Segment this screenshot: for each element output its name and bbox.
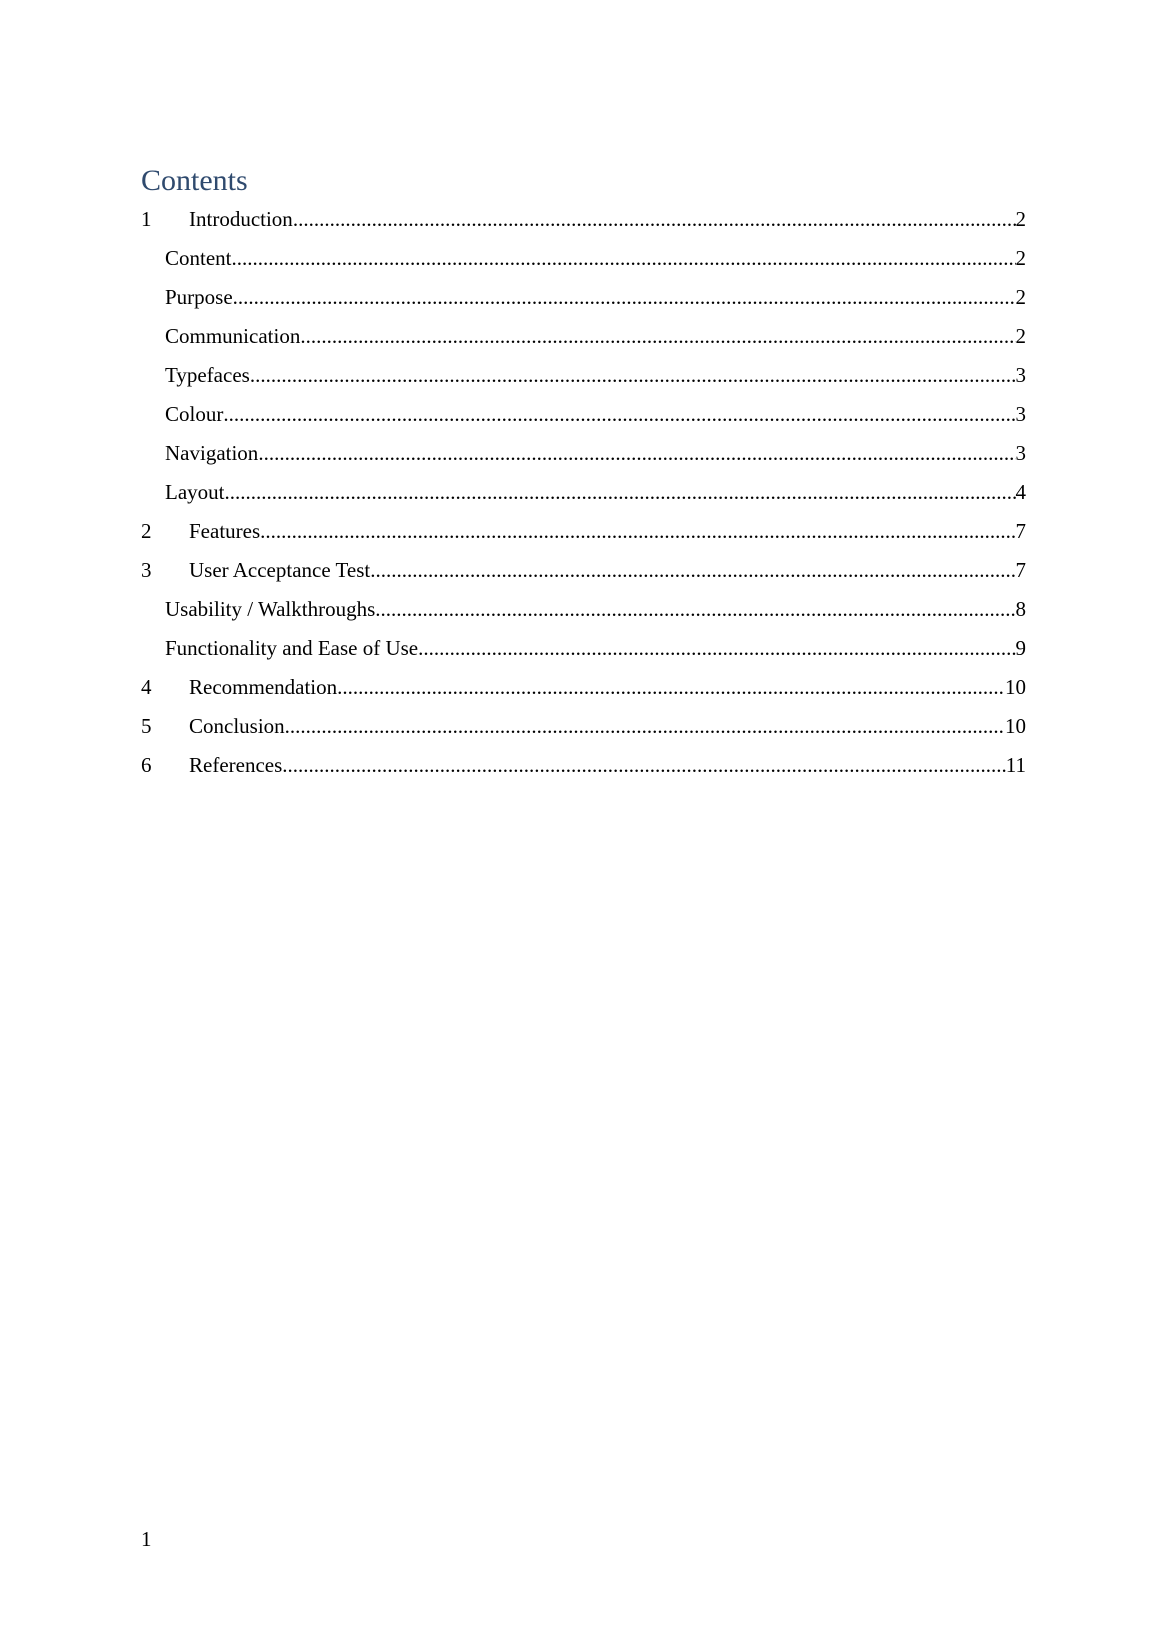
toc-dot-leader [233, 278, 1016, 317]
toc-entry[interactable] [141, 356, 1026, 395]
toc-entry-title: Communication [165, 324, 301, 348]
toc-dot-leader [375, 590, 1015, 629]
toc-entry-page: 3 [1015, 441, 1026, 465]
toc-dot-leader [337, 668, 1005, 707]
toc-dot-leader [285, 707, 1005, 746]
toc-dot-leader [418, 629, 1015, 668]
toc-dot-leader [250, 356, 1016, 395]
toc-entry-title: Functionality and Ease of Use [165, 636, 419, 660]
toc-entry[interactable] [141, 473, 1026, 512]
toc-entry[interactable] [141, 395, 1026, 434]
toc-entry-page: 10 [1005, 714, 1026, 738]
toc-entry-page: 7 [1015, 519, 1026, 543]
toc-entry[interactable] [141, 668, 1026, 707]
toc-dot-leader [258, 434, 1015, 473]
toc-entry-number: 5 [141, 714, 152, 738]
toc-dot-leader [224, 473, 1015, 512]
toc-entry-page: 8 [1015, 597, 1026, 621]
toc-dot-leader [293, 200, 1016, 239]
toc-dot-leader [232, 239, 1016, 278]
toc-title: Contents [141, 164, 248, 197]
toc-entry-title: Purpose [165, 285, 233, 309]
toc-entry[interactable] [141, 434, 1026, 473]
toc-dot-leader [300, 317, 1015, 356]
toc-entry-number: 3 [141, 558, 152, 582]
toc-dot-leader [282, 746, 1005, 785]
toc-entry[interactable] [141, 629, 1026, 668]
toc-entry[interactable] [141, 239, 1026, 278]
toc-entry-title: Introduction [189, 207, 293, 231]
page-number: 1 [141, 1527, 152, 1551]
toc-entry-page: 4 [1015, 480, 1026, 504]
toc-entry[interactable] [141, 317, 1026, 356]
toc-entry-title: Colour [165, 402, 224, 426]
toc-dot-leader [370, 551, 1015, 590]
toc-entry-title: Features [189, 519, 261, 543]
toc-entry-title: Usability / Walkthroughs [165, 597, 376, 621]
toc-entry-page: 2 [1015, 246, 1026, 270]
toc-entry-page: 3 [1015, 402, 1026, 426]
toc-entry[interactable] [141, 707, 1026, 746]
toc-dot-leader [260, 512, 1015, 551]
toc-entry-title: User Acceptance Test [189, 558, 371, 582]
toc-entry-title: Navigation [165, 441, 259, 465]
toc-entry-title: Layout [165, 480, 225, 504]
toc-dot-leader [223, 395, 1015, 434]
toc-entry-page: 9 [1015, 636, 1026, 660]
toc-entry-page: 2 [1015, 285, 1026, 309]
toc-entry-page: 7 [1015, 558, 1026, 582]
toc-entry-page: 10 [1005, 675, 1026, 699]
toc-entry-number: 6 [141, 753, 152, 777]
toc-entry-title: Conclusion [189, 714, 285, 738]
toc-entry-page: 2 [1015, 207, 1026, 231]
toc-entry[interactable] [141, 200, 1026, 239]
toc-entry-number: 4 [141, 675, 152, 699]
toc-entry[interactable] [141, 746, 1026, 785]
toc-entry-title: Content [165, 246, 232, 270]
toc-entry-page: 2 [1015, 324, 1026, 348]
toc-entry-number: 2 [141, 519, 152, 543]
toc-entry[interactable] [141, 551, 1026, 590]
toc-entry-title: Typefaces [165, 363, 250, 387]
toc-entry[interactable] [141, 590, 1026, 629]
toc-entry-title: Recommendation [189, 675, 338, 699]
table-of-contents [141, 200, 1026, 785]
toc-entry[interactable] [141, 278, 1026, 317]
toc-entry-title: References [189, 753, 283, 777]
toc-entry-page: 11 [1005, 753, 1026, 777]
toc-entry[interactable] [141, 512, 1026, 551]
toc-entry-page: 3 [1015, 363, 1026, 387]
toc-entry-number: 1 [141, 207, 152, 231]
